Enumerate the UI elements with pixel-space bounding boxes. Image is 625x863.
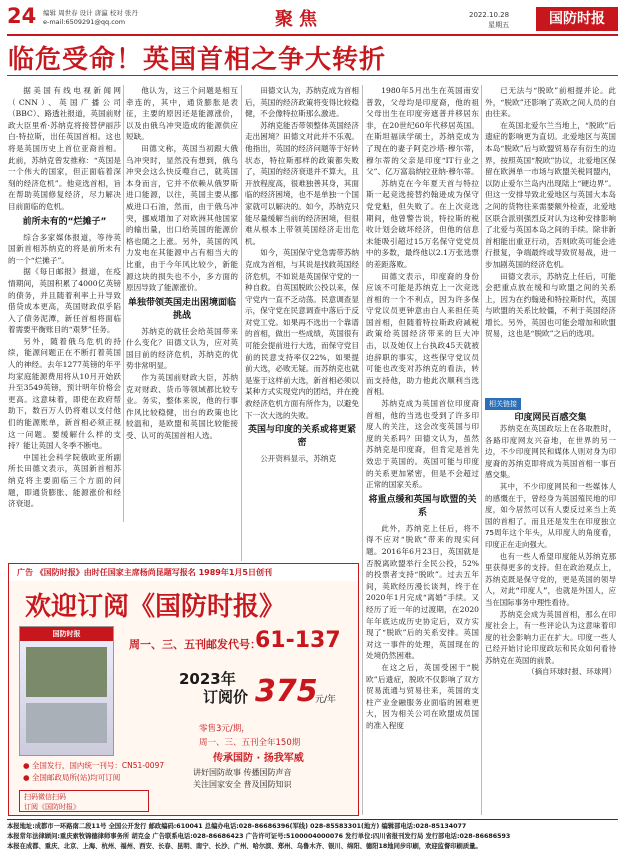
editor-email: e-mail:6509291@qq.com [43, 18, 126, 26]
paragraph: 公开资料显示，苏纳克 [260, 454, 337, 464]
date: 2022.10.28 [469, 11, 510, 19]
ad-postal-code: 61-137 [255, 628, 341, 653]
paragraph: 其中，不少印度网民和一些媒体人的感慨在于，曾经身为英国殖民地的印度，如今居然可以有人要反过来当上英国的首相了。而且还是发生在印度独立75周年这个年头，从印度人的角度看，印度正在走向强大。 [485, 481, 616, 549]
ad-title: 欢迎订阅《国防时报》 [25, 592, 286, 622]
price-line: 周一、三、五刊全年150期 [199, 738, 301, 748]
paragraph: 田德文表示，印度裔的身份应该不可能是苏纳克上一次竞选首相的一个不利点，因为许多保守党议员更钟意由白人来担任英国首相，但随着特拉斯政府减税政策给英国经济带来的巨大冲击，以及她仅上台执政45天就被迫辞职的事实，这些保守党议员可能也改变对苏纳克的看法，转而支持他，助力他此次顺利当选首相。 [366, 271, 479, 397]
paragraph: 他认为，这三个问题是相互牵连的，其中，通货膨胀是表征，主要的原因还是能源涨价，以及由俄乌冲突造成的能源供应短缺。 [126, 86, 238, 142]
subheading: 前所未有的“烂摊子” [22, 216, 107, 227]
sample-masthead: 国防时报 [20, 627, 113, 641]
column-divider [241, 85, 242, 561]
qr-line: 订阅《国防时报》 [24, 803, 80, 811]
sample-photo [26, 647, 107, 697]
paragraph: 据美国有线电视新闻网（CNN）、英国广播公司（BBC）、路透社报道，英国前财政大臣里希·苏纳克将接替伊丽莎白·特拉斯，出任英国首相。这也将是英国历史上首位亚裔首相。此前，苏纳克曾发推称：“英国是一个伟大的国家，但正面临着深刻的经济危机”。他竞选首相，旨在帮助英国修复经济，尽力解决目前面临的危机。 [8, 86, 121, 211]
paragraph: 苏纳克在今年夏天首与特拉斯一起竞选接替约翰逊成为保守党党魁，但失败了。在上次竞选期间，他曾警告说，特拉斯的税收计划会破坏经济，但他的信息未能吸引超过15万名保守党党员中的多数，最终他以2.1万张选票的差距落败。 [366, 178, 479, 269]
subheading: 单独带领英国走出困境面临挑战 [127, 297, 236, 321]
ad-banner: 广告 《国防时报》由时任国家主席杨尚昆题写报名 1989年1月5日创刊 [9, 564, 358, 581]
paragraph: 作为英国前财政大臣，苏纳克对财政、货币等领域都比较专业。务实，整体来说，他的行事作风比较稳健，出台的政策也比较温和，是欧盟和英国比较能接受、认可的英国首相人选。 [126, 373, 238, 441]
article-column-1 [8, 85, 121, 522]
paragraph: 苏纳克会成为英国首相，那么在印度社会上，有一些评论认为这意味着印度的社会影响力正在扩大。印度一些人已经开始讨论印度政坛和民众如何看待苏纳克在英国的前景。 [485, 609, 616, 665]
paragraph: 苏纳克的就任会给英国带来什么变化？田德文认为，应对英国目前的经济危机，苏纳克的优势非常明显。 [126, 326, 238, 371]
paragraph: 1980年5月出生在英国南安普敦，父母均是印度裔，他的祖父母出生在印度旁遮普并移居东非，在20世纪60年代移居英国。在斯坦福读学硕士，苏纳克成为了现在的妻子阿克沙塔·穆尔蒂，穆尔蒂的父亲是印度“IT行业之父”、亿万富翁纳拉亚纳·穆尔蒂。 [366, 86, 479, 177]
qr-line: 扫码微信扫码 [24, 793, 66, 801]
paragraph: 据《每日邮报》报道，在疫情期间，英国积累了4000亿英镑的债务，并且随着利率上升导致借贷成本更高，英国财政似乎陷入了债务泥潭，新任首相将面临着需要平衡账目的“艰梦”任务。 [8, 267, 121, 335]
column-divider [362, 85, 363, 815]
paragraph: 田德文认为，苏纳克成为首相后，英国的经济政策将变得比较稳健，不会像特拉斯那么激进。 [245, 86, 359, 119]
newspaper-logo: 国防时报 [536, 7, 618, 31]
distribution-line: ● 全国邮政局所(站)均可订阅 [23, 773, 121, 782]
article-column-5 [485, 85, 616, 395]
ad-weekdays: 周一、三、五刊邮发代号： [129, 638, 261, 651]
article-column-4 [366, 85, 479, 815]
paragraph: 综合多家媒体报道，等待英国新首相苏纳克的将是前所未有的一个“烂摊子”。 [8, 232, 121, 265]
ad-price-label: 订阅价 [203, 688, 249, 706]
source-credit: （摘自环球时报、环球网） [527, 667, 616, 677]
page-footer [7, 819, 618, 852]
ad-price-unit: 元/年 [315, 695, 337, 705]
price-line: 零售3元/期， [199, 724, 250, 734]
subheading: 英国与印度的关系或将更紧密 [247, 425, 356, 449]
paragraph: 此外，苏纳克上任后，将不得不应对“脱欧”带来的现实问题。2016年6月23日，英国就是否脱离欧盟举行全民公投，52%的投票者支持“脱欧”。过去五年间，英欧经历漫长谈判，终于在2020年1月完成“离婚”手续。又经历了近一年的过渡期，在2020年年底达成历史协定后，双方实现了“脱欧”后的关系安排。英国对这一事件的处理，英国现在的处境仍然困难。 [366, 523, 479, 661]
newspaper-sample-image [19, 626, 114, 756]
weekday: 星期五 [488, 21, 510, 29]
paragraph: 苏纳克能否带领整体英国经济走出困境？田德文对此并不乐观。他指出，英国的经济问题等于好转状态，特拉斯那样的政策都失败了，英国的经济衰退并不算大，且开放程度高，很难独善其身，其面临的经济困境，也不是单独一个国家就可以解决的。如今，苏纳克只能尽量缓解当前的经济困境，但很难从根本上带领英国经济走出危机。 [245, 120, 359, 246]
paragraph: 也有一些人希望印度能从苏纳克那里获得更多的支持。但在政治观点上，苏纳克既是保守党的，更是英国的领导人，对此“印度人”，也就是外国人，应当在国际事务中理性看待。 [485, 551, 616, 607]
section-title: 聚焦 [275, 9, 323, 30]
masthead [7, 4, 618, 34]
slogan-line: 讲好国防故事 传播国防声音 [193, 768, 292, 777]
article-column-3 [245, 85, 359, 561]
page-headline: 临危受命！英国首相之争大转折 [8, 45, 387, 75]
paragraph: 苏纳克在英国政坛上在各取胜时，各路印度网友兴奋地，在世界的另一边，不少印度网民和媒体人则对身为印度裔的苏纳克即将成为英国首相一事百感交集。 [485, 424, 616, 480]
sidebar-article [485, 423, 616, 815]
slogan-line: 关注国家安全 普及国防知识 [193, 780, 292, 789]
footer-line: 本报在成都、重庆、北京、上海、杭州、福州、西安、长春、昆明、南宁、长沙、广州、哈尔滨、郑州、乌鲁木齐、银川、绵阳、德阳18地同步印刷，欢迎监督印刷质量。 [7, 843, 482, 850]
headline-rule [7, 75, 618, 76]
ad-price: 375 [255, 674, 318, 709]
paragraph: 如今，英国保守党急需带苏纳克成为首相，与其说是找救英国经济危机，不如说是英国保守党的一种自救。自英国脱欧公投以来，保守党内一直不乏动荡。民意调查显示，保守党在民意调查中落后于反对党工党。如果再不选出一个靠谱的首相，做出一些成绩，英国很有可能会提前进行大选，而保守党目前的民意支持率仅22%，如果提前大选，必败无疑。而苏纳克也就是鉴于这样前大选，新首相必须以某种方式实现党内的团结，并在挽救经济危机方面有所作为，以避免下一次大选的失败。 [245, 248, 359, 420]
footer-line: 本报常年法律顾问:重庆索牧锦德律师事务所 胡克金 广告联系电话:028-86686423 广告许可证号:5100004000076 发行单位:四川省报刊发行局 发行部电话:028-86686593 [7, 833, 511, 840]
subscription-ad [8, 563, 359, 816]
column-divider [481, 85, 482, 815]
paragraph: 田德文表示，苏纳克上任后，可能会把重点放在缓和与欧盟之间的关系上，因为在约翰逊和特拉斯时代，英国与欧盟的关系比较僵，不利于英国经济增长。另外，英国也可能会增加和欧盟贸易，这也是“脱欧”之后的选项。 [485, 271, 616, 339]
distribution-line: ● 全国发行，国内统一刊号：CN51-0097 [23, 761, 165, 770]
ad-qr-box [19, 790, 149, 812]
ad-slogan: 传承国防 · 扬我军威 [213, 753, 304, 764]
paragraph: 田德文称，英国当初跟大俄乌冲突时，显然没有想到，俄乌冲突会这么快反噬自己，就英国本身而言，它并不依赖从俄罗斯进口能源，以往，英国主要从挪威进口石油，然而，由于俄乌冲突，挪威增加了对欧洲其他国家的输出量，出口给英国的能源价格也随之上涨。另外，英国的风力发电在其能源中占有相当大的比重，由于今年风比较少，新能源这块的损失也不小，多方面的原因导致了能源涨价。 [126, 143, 238, 293]
subheading: 将重点缓和英国与欧盟的关系 [368, 494, 477, 518]
date-block [469, 10, 509, 30]
article-column-2 [126, 85, 238, 522]
ad-slogan-lines [193, 767, 292, 791]
ad-year: 2023年 [179, 670, 236, 688]
ad-price-details [199, 722, 300, 750]
related-link-tag: 相关链接 [485, 398, 521, 410]
paragraph: 另外，随着俄乌危机的持续，能源问题正在不断打着英国人的神经。去年1277英镑的年平均家庭能源费用将从10月开始跃升至3549英镑，预计明年价格会更高。这意味着，即使在政府帮助下，数百万人仍将难以支付他们的能源账单，新首相必须正视这一问题。要缓解什么样的支持？能让英国人冬季不断电。 [8, 336, 121, 451]
header-rule [7, 34, 618, 36]
editor-line: 编辑 周世春 设计 唐瀛 校对 张丹 [43, 9, 138, 17]
footer-line: 本报地址:成都市一环路南二段11号 全国公开发行 邮政编码:610041 总编办电话:028-86686396(军线) 028-85583301(地方) 编辑部电话:028-85134077 [7, 823, 467, 830]
paragraph: 苏纳克成为英国首位印度裔首相，他的当选也受到了许多印度人的关注，这会改变英国与印度的关系吗？田德文认为，虽然苏纳克是印度裔，但肯定是首先效忠于英国的。英国可能与印度的关系更加紧密，但是不会超过正常的国家关系。 [366, 399, 479, 490]
paragraph: 已无法与“脱欧”前相提并论。此外，“脱欧”还影响了英欧之间人员的自由往来。 [485, 86, 616, 119]
ad-distribution [23, 760, 164, 784]
column-divider [123, 85, 124, 522]
paragraph: 中国社会科学院俄欧亚所副所长田德文表示，英国新首相苏纳克将主要面临三个方面的问题，即通货膨胀、能源涨价和经济衰退。 [8, 452, 121, 509]
page-number: 24 [7, 4, 37, 28]
paragraph: 在这之后，英国受困于“脱欧”后遗症，脱欧不仅影响了双方贸易流通与贸易往来，英国的支柱产业金融服务业面临的困难更大，因为相关公司在欧盟成员国的准入程度 [366, 662, 479, 730]
paragraph: 在英国北爱尔兰当地上，“脱欧”后遗症的影响更为直切。北爱地区与英国本岛“脱欧”后与欧盟贸易存有衍生的边界，按照英国“脱欧”协议，北爱地区保留在欧洲单一市场与欧盟关税同盟内，以防止爱尔兰岛内出现陆上“硬边界”。但这一安排导致北爱地区与英国大本岛之间的货物往来需要额外检查，北爱地区联合派别强烈反对认为这种安排影响了北爱与英国本岛之间的手续。除非新首相能出重亚行动，否则欧英可能会进行报复，争端最终或导致贸易战，进一步加剧英国的经济危机。 [485, 120, 616, 269]
sidebar-title: 印度网民百感交集 [514, 413, 587, 423]
sample-photo [26, 703, 107, 743]
editor-info [43, 9, 138, 27]
